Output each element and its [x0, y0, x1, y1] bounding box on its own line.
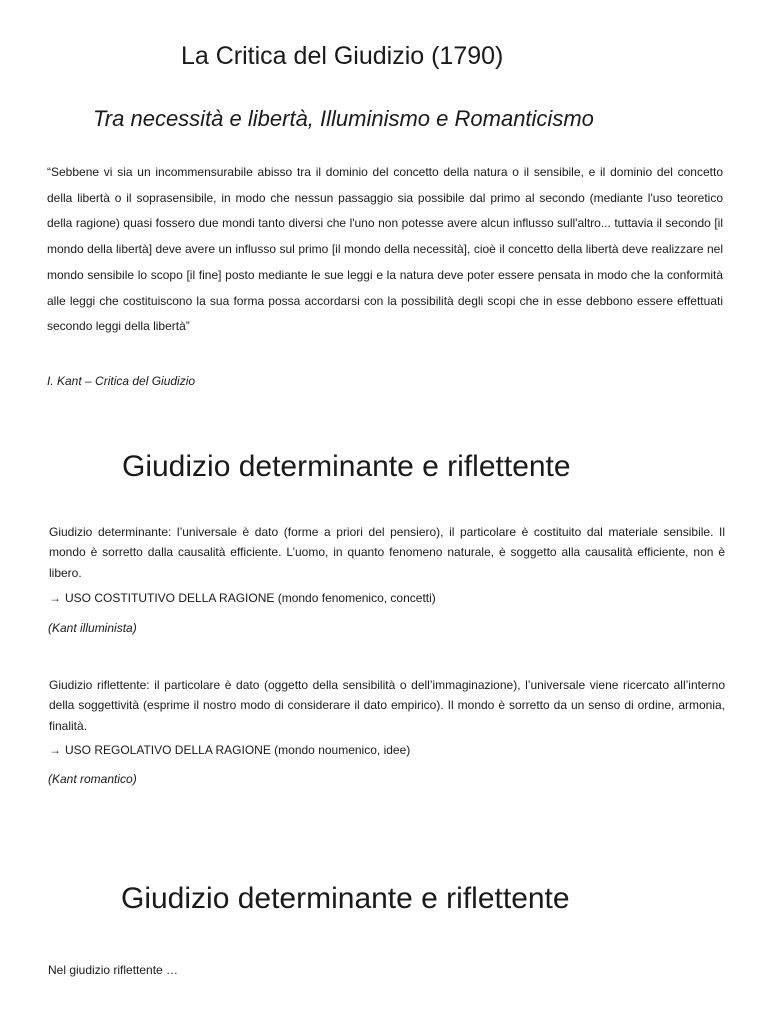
kant-illuminista-note: (Kant illuminista)	[48, 621, 137, 635]
uso-regolativo-line	[49, 743, 410, 757]
riflettente-intro-text: Nel giudizio riflettente …	[48, 963, 179, 977]
uso-costitutivo-line	[49, 591, 436, 605]
riflettente-paragraph: Giudizio riflettente: il particolare è dato (oggetto della sensibilità o dell’immaginazione), l’universale viene ricercato all’interno della soggettività (esprime il nostro modo di considerare il dato empirico). Il mondo è sorretto da un senso di ordine, armonia, finalità.	[49, 678, 725, 733]
uso-costitutivo-text: USO COSTITUTIVO DELLA RAGIONE (mondo fenomenico, concetti)	[65, 591, 436, 605]
quote-citation: I. Kant – Critica del Giudizio	[47, 374, 196, 388]
uso-regolativo-text: USO REGOLATIVO DELLA RAGIONE (mondo noumenico, idee)	[65, 743, 411, 757]
page-subtitle: Tra necessità e libertà, Illuminismo e Romanticismo	[93, 106, 594, 131]
section-heading-1: Giudizio determinante e riflettente	[122, 450, 571, 483]
kant-romantico-note: (Kant romantico)	[48, 772, 137, 786]
right-arrow-icon: →	[49, 743, 61, 757]
section-heading-2: Giudizio determinante e riflettente	[121, 882, 570, 915]
determinante-paragraph: Giudizio determinante: l’universale è dato (forme a priori del pensiero), il particolare è costituito dal materiale sensibile. Il mondo è sorretto dalla causalità efficiente. L’uomo, in quanto fenomeno naturale, è soggetto alla causalità efficiente, non è libero.	[49, 525, 725, 580]
right-arrow-icon: →	[49, 591, 61, 605]
kant-quote: “Sebbene vi sia un incommensurabile abisso tra il dominio del concetto della natura o il sensibile, e il dominio del concetto della libertà o il soprasensibile, in modo che nessun passaggio sia possibile dal primo al secondo (mediante l'uso teoretico della ragione) quasi fossero due mondi tanto diversi che l'uno non potesse avere alcun influsso sull'altro... tuttavia il secondo [il mondo della libertà] deve avere un influsso sul primo [il mondo della necessità], cioè il concetto della libertà deve realizzare nel mondo sensibile lo scopo [il fine] posto mediante le sue leggi e la natura deve poter essere pensata in modo che la conformità alle leggi che costituiscono la sua forma possa accordarsi con la possibilità degli scopi che in esse debbono essere effettuati secondo leggi della libertà”	[47, 165, 723, 334]
page-title: La Critica del Giudizio (1790)	[181, 42, 504, 70]
